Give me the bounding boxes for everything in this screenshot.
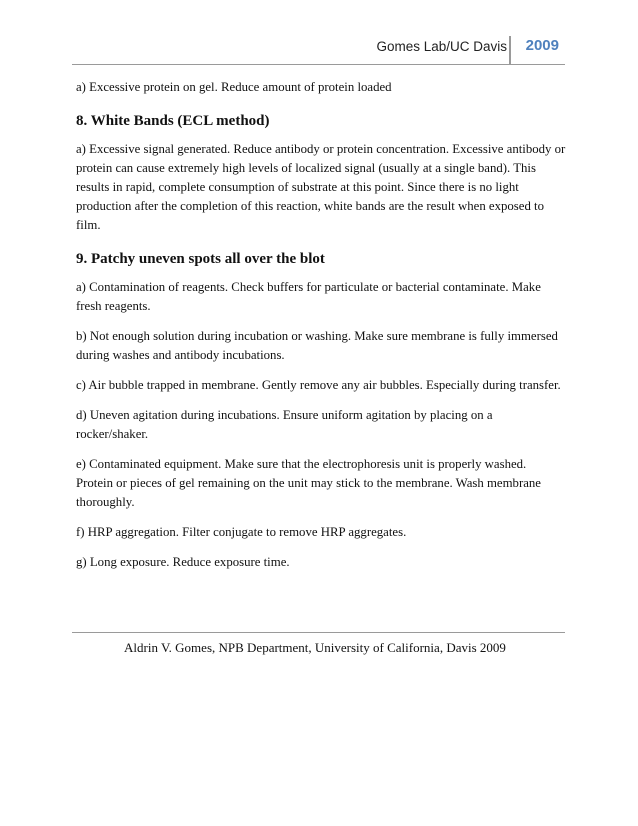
header-lab-name: Gomes Lab/UC Davis — [376, 39, 507, 54]
paragraph: e) Contaminated equipment. Make sure that the electrophoresis unit is properly washed. Protein or pieces of gel remaining on the unit may stick to the membrane. Wash membrane thoroughly. — [76, 457, 541, 509]
paragraph: b) Not enough solution during incubation or washing. Make sure membrane is fully immersed during washes and antibody incubations. — [76, 329, 558, 362]
header-separator — [509, 36, 511, 64]
paragraph: a) Excessive signal generated. Reduce antibody or protein concentration. Excessive antibody or protein can cause extremely high levels of localized signal (usually at a single band). This results in rapid, complete consumption of substrate at this point. Since there is no light production after the completion of this reaction, white bands are the result when exposed to film. — [76, 142, 566, 232]
top-line: a) Excessive protein on gel. Reduce amount of protein loaded — [76, 80, 392, 94]
paragraph: c) Air bubble trapped in membrane. Gently remove any air bubbles. Especially during transfer. — [76, 378, 561, 392]
section-heading: 9. Patchy uneven spots all over the blot — [76, 251, 325, 267]
paragraph: g) Long exposure. Reduce exposure time. — [76, 555, 290, 569]
section-heading: 8. White Bands (ECL method) — [76, 113, 270, 129]
page-footer: Aldrin V. Gomes, NPB Department, University of California, Davis 2009 — [124, 640, 506, 655]
page-header — [0, 36, 565, 64]
paragraph: a) Contamination of reagents. Check buffers for particulate or bacterial contaminate. Make fresh reagents. — [76, 280, 541, 313]
paragraph: f) HRP aggregation. Filter conjugate to remove HRP aggregates. — [76, 525, 407, 539]
paragraph: d) Uneven agitation during incubations. Ensure uniform agitation by placing on a rocker/shaker. — [76, 408, 493, 441]
document-body — [76, 78, 566, 583]
section-white-bands — [76, 111, 566, 235]
section-patchy-spots — [76, 249, 566, 572]
header-year: 2009 — [525, 37, 559, 54]
header-rule — [72, 64, 565, 65]
footer-rule — [72, 632, 565, 633]
